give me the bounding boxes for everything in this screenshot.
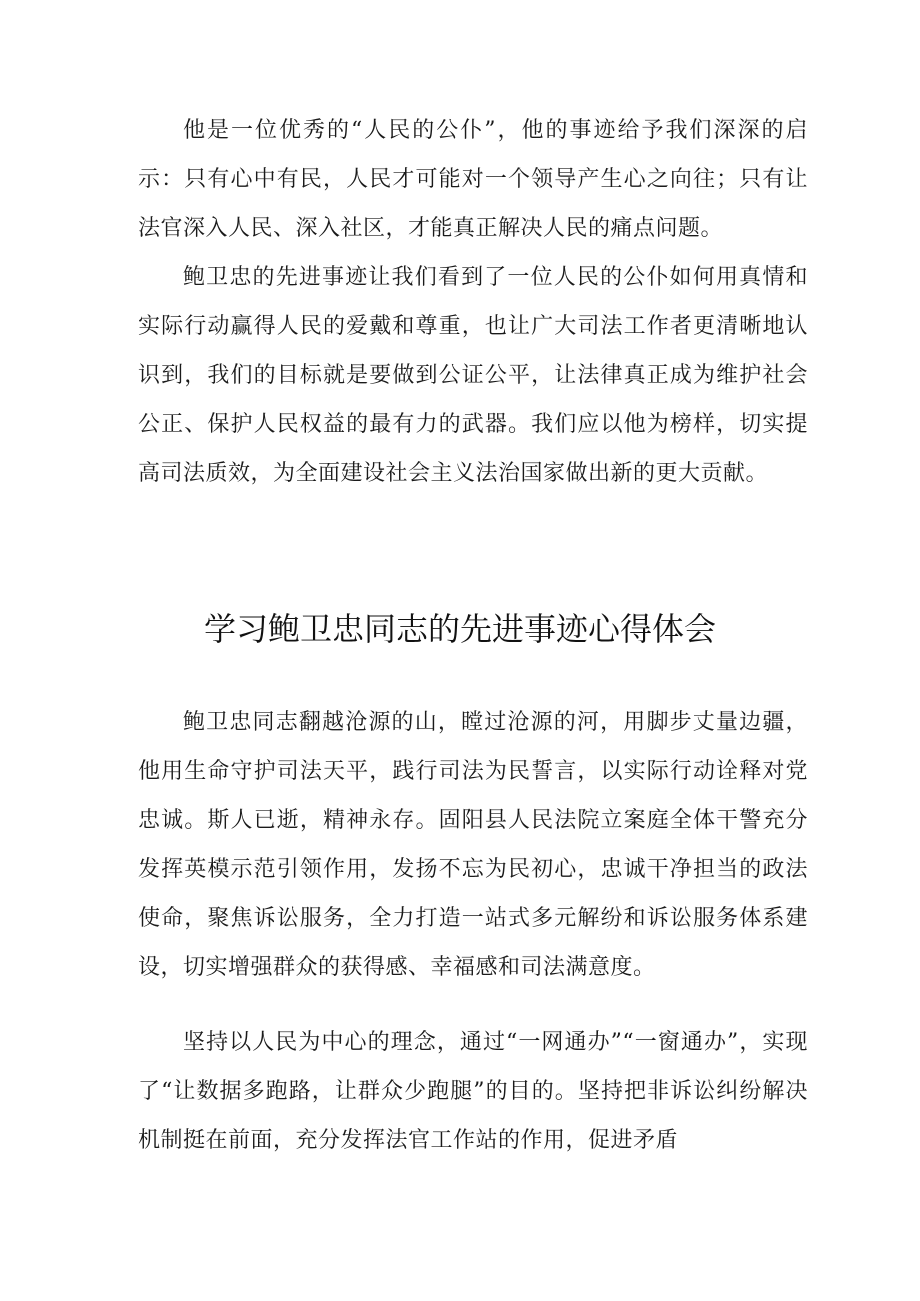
paragraph-public-servant: 他是一位优秀的“人民的公仆”，他的事迹给予我们深深的启示：只有心中有民，人民才可能对一个领导产生心之向往；只有让法官深入人民、深入社区，才能真正解决人民的痛点问题。	[138, 118, 808, 241]
article-title: 学习鲍卫忠同志的先进事迹心得体会	[203, 610, 716, 648]
paragraph-role-model: 鲍卫忠的先进事迹让我们看到了一位人民的公仆如何用真情和实际行动赢得人民的爱戴和尊重，也让广大司法工作者更清晰地认识到，我们的目标就是要做到公证公平，让法律真正成为维护社会公正、保护人民权益的最有力的武器。我们应以他为榜样，切实提高司法质效，为全面建设社会主义法治国家做出新的更大贡献。	[138, 265, 808, 486]
paragraph-people-centered: 坚持以人民为中心的理念，通过“一网通办”“一窗通办”，实现了“让数据多跑路，让群众少跑腿”的目的。坚持把非诉讼纠纷解决机制挺在前面，充分发挥法官工作站的作用，促进矛盾	[138, 1030, 808, 1153]
paragraph-intro: 鲍卫忠同志翻越沧源的山，瞠过沧源的河，用脚步丈量边疆，他用生命守护司法天平，践行司法为民誓言，以实际行动诠释对党忠诚。斯人已逝，精神永存。固阳县人民法院立案庭全体干警充分发挥英模示范引领作用，发扬不忘为民初心，忠诚干净担当的政法使命，聚焦诉讼服务，全力打造一站式多元解纷和诉讼服务体系建设，切实增强群众的获得感、幸福感和司法满意度。	[138, 710, 808, 980]
